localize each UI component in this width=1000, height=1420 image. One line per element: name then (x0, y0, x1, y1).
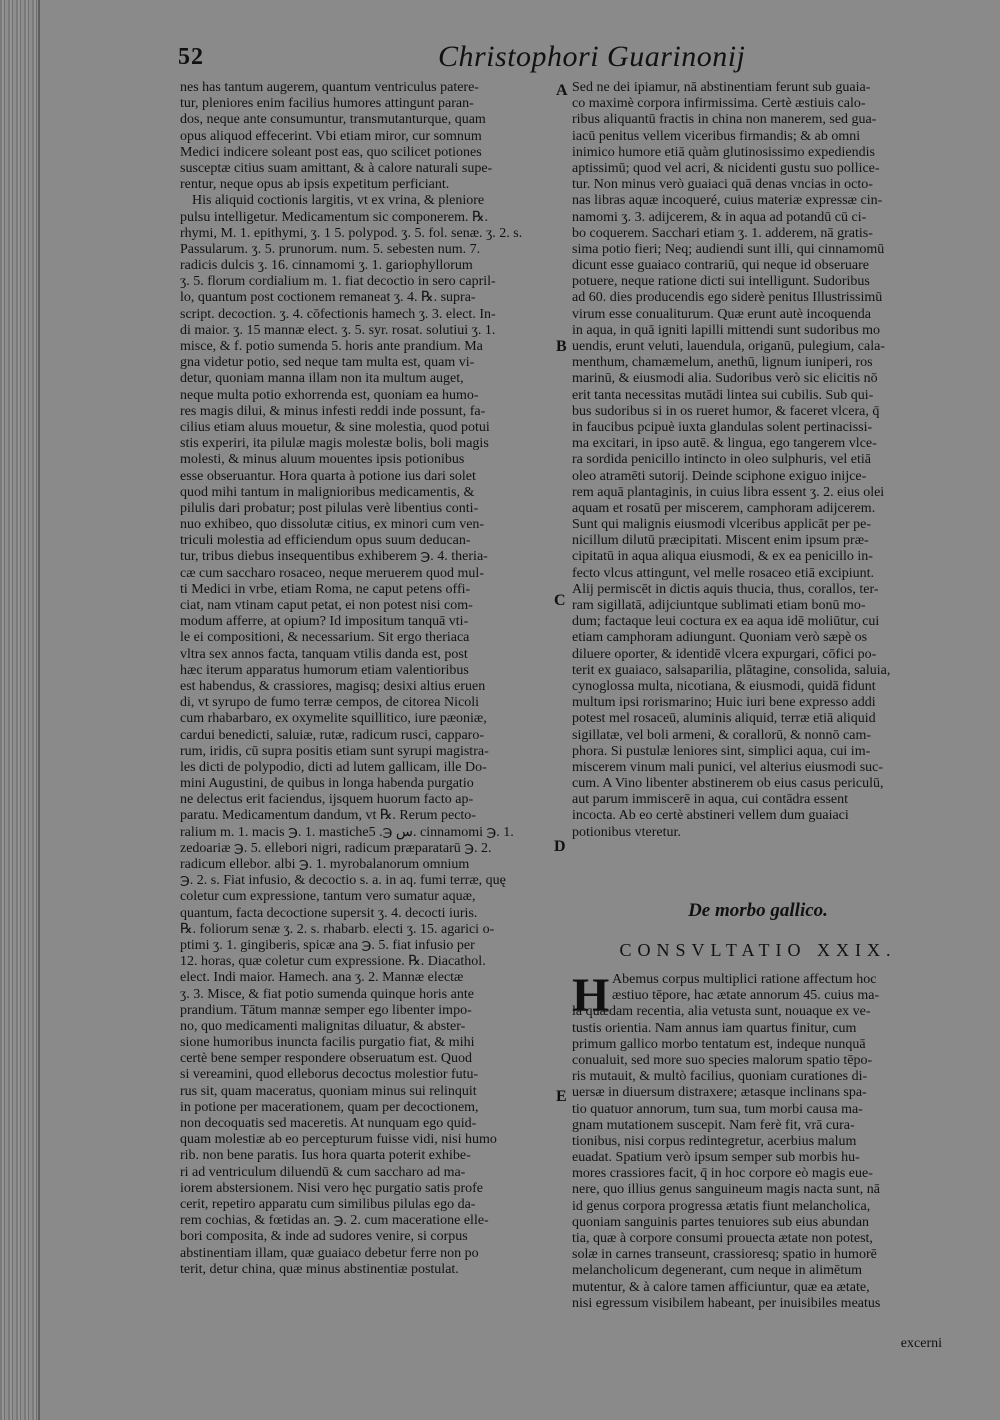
text-line: mini Augustini, de quibus in longa habenda purgatio (180, 776, 474, 792)
text-line: primum gallico morbo tentatum est, indeque nunquā (572, 1036, 866, 1052)
text-line: solæ in carnes transeunt, crassioresq; spatio in humorē (572, 1247, 877, 1263)
text-line: est habendus, & crassiores, magisq; desixi altius eruen (180, 678, 486, 694)
text-line: æstiuo tēpore, hac ætate annorum 45. cuius ma- (612, 988, 880, 1004)
text-line: elect. Indi maior. Hamech. ana ʒ. 2. Mannæ electæ (180, 970, 464, 986)
text-line: cum. A Vino libenter abstinerem ob eius casus periculū, (572, 776, 884, 792)
text-line: ra sordida penicillo intincto in oleo sulphuris, vel etiā (572, 452, 871, 468)
text-line: si vereamini, quod elleborus decoctus molestior futu- (180, 1067, 479, 1083)
text-line: tio quatuor annorum, tum sua, tum morbi causa ma- (572, 1101, 863, 1117)
text-line: Passularum. ʒ. 5. prunorum. num. 5. sebesten num. 7. (180, 241, 481, 257)
text-line: la quædam recentia, alia vetusta sunt, nouaque ex ve- (572, 1004, 871, 1020)
text-line: aut parum immiscerē in aqua, cui contādra essent (572, 792, 849, 808)
text-line: di maior. ʒ. 15 mannæ elect. ʒ. 5. syr. rosat. solutiui ʒ. 1. (180, 322, 496, 338)
text-line: iorem abstersionem. Nisi vero hęc purgatio satis profe (180, 1180, 483, 1196)
text-line: id genus corpora progressa ætatis fiunt melancholica, (572, 1198, 871, 1214)
text-line: co maximè corpora infirmissima. Certè æstiuis calo- (572, 96, 866, 112)
text-line: tia, quæ à corpore consumi prouecta ætate non potest, (572, 1231, 873, 1246)
text-line: nuo exhibeo, quo dissolutæ citius, ex minori cum ven- (180, 517, 485, 533)
text-line: namomi ʒ. 3. adijcerem, & in aqua ad potandū cū ci- (572, 209, 867, 225)
text-line: in aqua, in quā igniti lapilli mittendi sunt sudoribus mo (572, 322, 880, 338)
text-line: diluere oporter, & identidē vlcera expurgari, cōfici po- (572, 646, 877, 662)
page-number: 52 (178, 44, 204, 70)
text-line: gna videtur potio, sed neque tam multa est, quam vi- (180, 355, 475, 371)
text-line: radicis dulcis ʒ. 16. cinnamomi ʒ. 1. gariophyllorum (180, 258, 473, 274)
text-line: tustis orientia. Nam annus iam quartus finitur, cum (572, 1020, 857, 1036)
text-line: les dicti de polypodio, dicti ad lutem gallicam, ille Do- (180, 759, 487, 775)
text-line: cynoglossa multa, nicotiana, & eiusmodi, quidā fidunt (572, 678, 876, 694)
text-line: rentur, neque opus ab ipsis expetitum perficiant. (180, 177, 450, 193)
text-line: terit ex guaiaco, salsaparilia, plātagine, consolida, saluia, (572, 662, 891, 678)
text-line: cipitatū in aqua aliqua eiusmodi, & ex ea penicillo in- (572, 549, 873, 565)
text-line: vltra sex annos facta, tanquam vtilis danda est, post (180, 646, 468, 662)
text-line: cerit, repetiro apparatu cum similibus pilulas ego da- (180, 1196, 476, 1212)
text-line: quam molestiæ ab eo percepturum fuisse vidi, nisi humo (180, 1132, 497, 1148)
text-line: ma excitari, in ipso autē. & lingua, ego tangerem vlce- (572, 436, 877, 452)
text-line: triculi molestia ad efficiendum opus suum deducan- (180, 533, 471, 549)
text-line: lo, quantum post coctionem remaneat ʒ. 4. ℞. supra- (180, 290, 476, 306)
text-line: quoniam sanguinis partes tenuiores sub eius abundan (572, 1214, 870, 1230)
text-line: gnam mutationem suscepit. Nam ferè fit, vrā cura- (572, 1117, 855, 1133)
margin-letter-c: C (554, 592, 566, 609)
text-line: misce, & f. potio sumenda 5. horis ante prandium. Ma (180, 339, 483, 354)
text-line: menthum, chamæmelum, anethū, lignum iuniperi, ros (572, 355, 873, 371)
text-line: multum ipsi rorismarino; Huic iuri bene expresso addi (572, 695, 876, 711)
text-line: nere, quo illius genus sanguineum magis nacta sunt, nā (572, 1182, 880, 1198)
text-line: certè bene semper respondere obseruatum est. Quod (180, 1051, 472, 1067)
text-line: sione humoribus inuncta facilis purgatio fiat, & mihi (180, 1035, 475, 1051)
text-line: abstinentiam illam, quæ guaiaco debetur ferre non po (180, 1245, 479, 1261)
text-line: etiam camphoram adiungunt. Quoniam verò sæpè os (572, 630, 868, 646)
text-line: incocta. Ab eo certè abstineri vellem dum guaiaci (572, 808, 849, 824)
text-line: uersæ in diuersum distraxere; ætasque inclinans spa- (572, 1085, 867, 1101)
text-line: inimico humore etiā quàm glutinosissimo expediendis (572, 144, 875, 160)
text-line: stis experiri, ita pilulæ magis molestæ bolis, boli magis (180, 436, 489, 452)
margin-letter-b: B (556, 338, 567, 355)
text-line: uendis, erunt veluti, lauendula, origanū, pulegium, cala- (572, 339, 885, 354)
text-line: cilius etiam aluus mouetur, & sine molestia, quod potui (180, 419, 490, 435)
text-line: modum afferre, at opium? Id impositum tanquā vti- (180, 614, 469, 630)
text-line: in potione per macerationem, quam per decoctionem, (180, 1099, 479, 1115)
text-line: ram sigillatā, adijciuntque sublimati etiam bonū mo- (572, 598, 866, 613)
text-line: ri ad ventriculum diluendū & cum saccharo ad ma- (180, 1164, 466, 1180)
text-line: sigillatæ, vel boli armeni, & corallorū, & nonnō cam- (572, 727, 871, 743)
text-line: ad 60. dies producendis ego siderè penitus Illustrissimū (572, 290, 883, 306)
text-line: non decoquatis sed maceretis. At nunquam ego quid- (180, 1116, 477, 1131)
text-line: Sed ne dei ipiamur, nā abstinentiam ferunt sub guaia- (572, 80, 871, 95)
text-line: 12. horas, quæ coletur cum expressione. ℞. Diacathol. (180, 954, 486, 970)
text-line: esse obseruantur. Hora quarta à potione ius dari solet (180, 468, 476, 484)
text-line: no, quo medicamenti malignitas diluatur, & abster- (180, 1018, 466, 1034)
text-line: zedoariæ ℈. 5. ellebori nigri, radicum præparatarū ℈. 2. (180, 840, 492, 856)
text-line: nes has tantum augerem, quantum ventriculus patere- (180, 80, 479, 95)
text-line: hæc iterum apparatus humorum etiam valentioribus (180, 662, 469, 678)
text-line: dos, neque ante consumuntur, transmutanturque, quam (180, 112, 486, 128)
text-line: aquam et rosatū per miscerem, camphoram adijcerem. (572, 500, 876, 516)
text-line: aptissimū; quod vel acri, & nicidenti gustu suo pollice- (572, 160, 880, 176)
text-line: bori composita, & inde ad sudores venire, si corpus (180, 1229, 468, 1245)
text-line: erit tanta necessitas mutādi lintea sui cubilis. Sub qui- (572, 387, 874, 403)
text-line: cum rhabarbaro, ex oxymelite squillitico, iure pæoniæ, (180, 711, 487, 727)
text-line: ʒ. 5. florum cordialium m. 1. fiat decoctio in sero capril- (180, 274, 496, 290)
text-line: oleo atramēti sutorij. Deinde sciphone exiguo inijce- (572, 468, 867, 484)
text-line: dicunt esse guaiaco contrariū, qui neque id obseruare (572, 258, 870, 274)
text-line: rem cochias, & fœtidas an. ℈. 2. cum maceratione elle- (180, 1213, 489, 1229)
text-line: ciat, nam vtinam caput petat, ei non potest nisi com- (180, 598, 473, 613)
text-line: dum; factaque leui coctura ex ea aqua idē moliūtur, cui (572, 614, 880, 630)
text-line: paratu. Medicamentum dandum, vt ℞. Rerum pecto- (180, 808, 476, 824)
text-line: miscerem vinum mali punici, vel alterius eiusmodi suc- (572, 759, 884, 775)
text-line: prandium. Tātum mannæ semper ego libenter impo- (180, 1002, 472, 1018)
text-line: Alij permiscēt in dictis aquis thucia, thus, corallos, ter- (572, 581, 879, 597)
text-line: tur, pleniores enim facilius humores attingunt paran- (180, 96, 474, 112)
text-line: ribus aliquantū fractis in china non manerem, sed gua- (572, 112, 877, 128)
text-line: Abemus corpus multiplici ratione affectum hoc (612, 972, 877, 987)
consultation-heading: CONSVLTATIO XXIX. (619, 940, 897, 960)
text-line: bus sudoribus si in os rueret humor, & faceret vlcera, q̄ (572, 403, 880, 419)
text-line: rem aquā plantaginis, in cuius libra essent ʒ. 2. eius olei (572, 484, 885, 500)
text-line: rum, iridis, cū supra positis etiam sunt syrupi magistra- (180, 743, 489, 759)
text-line: mutentur, & à calore tamen afficiuntur, quæ ea ætate, (572, 1279, 870, 1295)
drop-capital: H (572, 969, 610, 1022)
text-line: potest mel rosaceū, aluminis aliquid, terræ etiā aliquid (572, 711, 876, 727)
text-line: bo coquerem. Sacchari etiam ʒ. 1. adderem, nā gratis- (572, 225, 873, 241)
text-line: ℞. foliorum senæ ʒ. 2. s. rhabarb. electi ʒ. 15. agarici o- (180, 921, 495, 937)
text-line: opus aliquod effecerint. Vbi etiam miror, cur somnum (180, 128, 482, 144)
text-line: script. decoction. ʒ. 4. cōfectionis hamech ʒ. 3. elect. In- (180, 306, 496, 322)
text-line: radicum ellebor. albi ℈. 1. myrobalanorum omnium (180, 857, 470, 872)
catchword: excerni (900, 1336, 942, 1351)
right-column-lower (572, 969, 944, 1312)
running-head: Christophori Guarinonij (438, 40, 746, 73)
text-line: ti Medici in vrbe, etiam Roma, ne caput petens offi- (180, 581, 471, 597)
text-line: ptimi ʒ. 1. gingiberis, spicæ ana ℈. 5. fiat infusio per (180, 937, 475, 953)
text-line: rus sit, quam maceratus, quoniam minus sui relinquit (180, 1083, 477, 1099)
text-line: tionibus, nisi corpus redintegretur, acerbius malum (572, 1133, 857, 1149)
text-line: neque multa potio exhorrenda est, quoniam ea humo- (180, 387, 479, 403)
text-line: ris mutauit, & multò facilius, quoniam curationes di- (572, 1069, 868, 1085)
text-line: marinū, & eiusmodi alia. Sudoribus verò sic elicitis nō (572, 371, 878, 387)
text-line: in faucibus pcipuè iuxta glandulas solent pertinacissi- (572, 419, 873, 435)
text-line: quod mihi tantum in malignioribus medicamentis, & (180, 484, 475, 500)
text-line: fecto vlcus attingunt, vel melle rosaceo etiā excipiunt. (572, 565, 875, 581)
text-line: ʒ. 3. Misce, & fiat potio sumenda quinque horis ante (180, 986, 474, 1002)
text-line: nisi egressum visibilem habeant, per inuisibiles meatus (572, 1295, 881, 1311)
left-column (180, 80, 552, 1278)
text-line: Medici indicere soleant post eas, quo scilicet potiones (180, 144, 482, 160)
text-line: cardui benedicti, saluiæ, rutæ, radicum rusci, capparo- (180, 727, 485, 743)
text-line: pulsu intelligetur. Medicamentum sic componerem. ℞. (180, 209, 489, 225)
text-line: ne delectus erit faciendus, ijsquem huorum facto ap- (180, 792, 474, 808)
text-line: His aliquid coctionis largitis, vt ex vrina, & pleniore (192, 193, 485, 209)
text-line: euadat. Spatium verò ipsum semper sub morbis hu- (572, 1150, 860, 1166)
text-line: coletur cum expressione, tantum vero sumatur aquæ, (180, 889, 476, 905)
text-line: susceptæ citius suam amittant, & à calore naturali supe- (180, 160, 493, 176)
text-line: rhymi, M. 1. epithymi, ʒ. 1 5. polypod. ʒ. 5. fol. senæ. ʒ. 2. s. (180, 225, 523, 241)
text-line: rib. non bene paratis. Ius hora quarta poterit exhibe- (180, 1148, 471, 1164)
text-line: potuere, neque ratione dicti sui intelligunt. Sudoribus (572, 274, 870, 290)
text-line: di, vt syrupo de fumo terræ cempos, de citorea Nicoli (180, 695, 479, 711)
margin-letter-a: A (556, 82, 568, 99)
margin-letter-d: D (554, 838, 566, 855)
text-line: iacū penitus vellem viceribus firmandis; & ab omni (572, 128, 861, 144)
text-line: melancholicum degenerant, cum neque in alimētum (572, 1263, 863, 1279)
text-line: tur, tribus diebus insequentibus exhiberem ℈. 4. theria- (180, 549, 488, 565)
text-line: detur, quoniam manna illam non ita multum auget, (180, 371, 464, 387)
text-line: tur. Non minus verò guaiaci quā denas vncias in octo- (572, 177, 873, 193)
text-line: terit, detur china, quæ minus abstinentiæ postulat. (180, 1261, 459, 1277)
text-line: conualuit, sed more suo species malorum spatio tēpo- (572, 1052, 873, 1068)
text-line: pilulis dari probatur; post pilulas verè libentius conti- (180, 500, 479, 516)
binding-gutter (0, 0, 40, 1420)
text-line: virum esse conualiturum. Quæ erunt autè incoquenda (572, 306, 871, 322)
text-line: Sunt qui malignis eiusmodi vlceribus applicāt per pe- (572, 517, 871, 533)
text-line: le ei compositioni, & necessarium. Sit ergo theriaca (180, 630, 470, 646)
text-line: potionibus vteretur. (572, 824, 681, 840)
text-line: res magis dilui, & minus infesti reddi inde possunt, fa- (180, 403, 486, 419)
section-title: De morbo gallico. (688, 900, 828, 921)
text-line: cæ cum saccharo rosaceo, neque meruerem quod mul- (180, 565, 484, 581)
text-line: molesti, & minus aluum mouentes ipsis potionibus (180, 452, 465, 468)
text-line: mores crassiores facit, q̄ in hoc corpore eò magis eue- (572, 1166, 873, 1182)
right-column-upper (572, 80, 944, 841)
text-line: ralium m. 1. macis ℈. 1. masticheس ℈. 5. cinnamomi ℈. 1. (180, 824, 514, 840)
text-line: sima potio fieri; Neq; audiendi sunt illi, qui cinnamomū (572, 241, 885, 257)
text-line: nicillum dilutū præcipitati. Miscent enim ipsum præ- (572, 533, 869, 549)
text-line: ℈. 2. s. Fiat infusio, & decoctio s. a. in aq. fumi terræ, quę (180, 873, 506, 889)
text-line: quantum, facta decoctione supersit ʒ. 4. decocti iuris. (180, 905, 478, 921)
margin-letter-e: E (556, 1088, 567, 1105)
text-line: nas libras aquæ incoqueré, cuius materiæ expressæ cin- (572, 193, 883, 209)
text-line: phora. Si pustulæ leniores sint, simplici aqua, cui im- (572, 743, 871, 759)
